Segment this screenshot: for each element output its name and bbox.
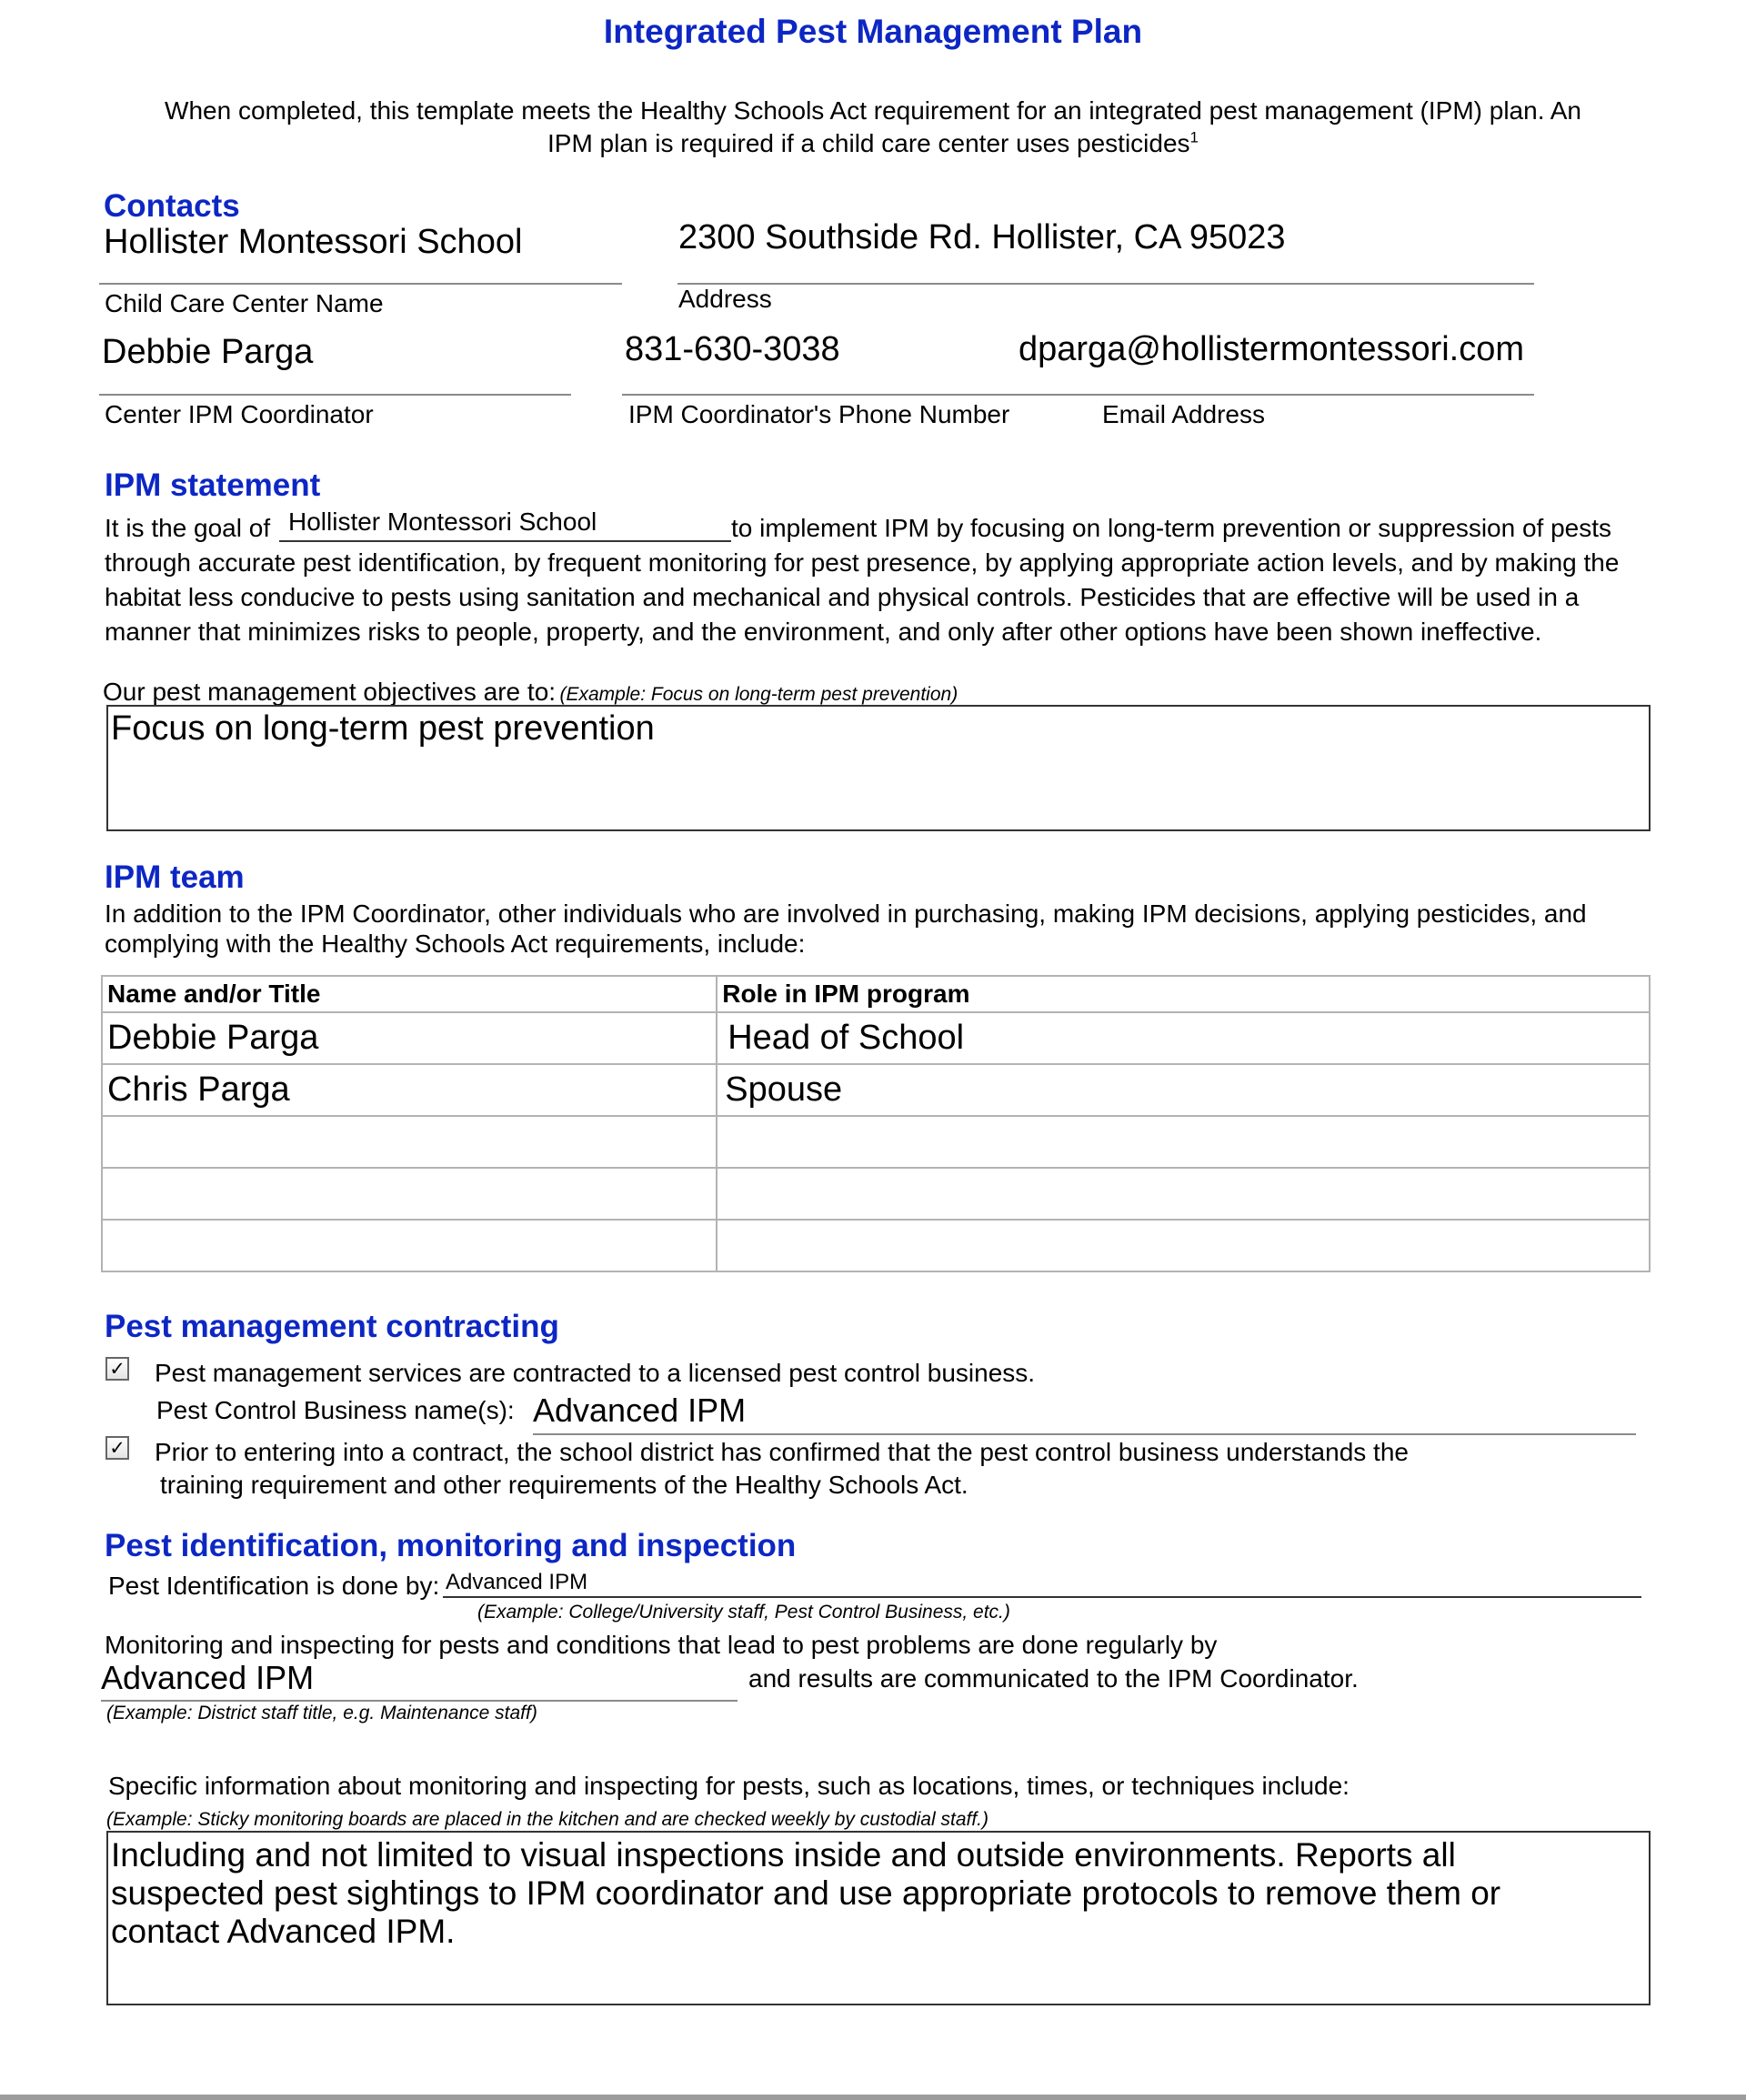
team-role-cell[interactable]: Spouse [717,1064,1650,1116]
intro-text [164,95,1582,160]
team-name-cell[interactable]: Chris Parga [102,1064,717,1116]
intro-body: When completed, this template meets the Healthy Schools Act requirement for an integrated pest management (IPM) plan. An IPM plan is required if a child care center uses pesticides [165,96,1581,157]
team-header-row [102,976,1650,1012]
phone-label: IPM Coordinator's Phone Number [628,400,1010,428]
specific-info-line1: Including and not limited to visual inspections inside and outside environments. Reports all [111,1836,1456,1874]
contacts-heading: Contacts [104,188,240,224]
objectives-box[interactable] [106,705,1651,831]
identification-label: Pest Identification is done by: [108,1572,440,1600]
monitoring-underline [101,1700,738,1702]
phone-email-underline [622,394,1534,396]
team-name-cell[interactable] [102,1220,717,1271]
objectives-label: Our pest management objectives are to: [103,678,557,706]
statement-heading: IPM statement [105,467,321,503]
goal-school-field[interactable]: Hollister Montessori School [288,507,597,536]
team-intro-line2: complying with the Healthy Schools Act requirements, include: [105,929,806,958]
specific-info-value [111,1836,1500,1951]
specific-info-line2: suspected pest sightings to IPM coordinator and use appropriate protocols to remove them or [111,1874,1501,1912]
objectives-example: (Example: Focus on long-term pest prevention) [559,684,958,705]
identification-example: (Example: College/University staff, Pest Control Business, etc.) [477,1602,1010,1623]
objectives-value: Focus on long-term pest prevention [111,709,655,748]
coordinator-underline [99,394,571,396]
monitoring-field[interactable]: Advanced IPM [101,1659,315,1696]
col-name-header: Name and/or Title [102,976,717,1012]
monitoring-text: Monitoring and inspecting for pests and conditions that lead to pest problems are done regularly by [105,1631,1218,1659]
business-name-field[interactable]: Advanced IPM [533,1392,747,1429]
goal-prefix: It is the goal of [105,514,271,542]
specific-info-line3: contact Advanced IPM. [111,1913,456,1950]
email-field[interactable]: dparga@hollistermontessori.com [1018,330,1525,368]
statement-line4: manner that minimizes risks to people, property, and the environment, and only after other options have been shown ineffective. [105,618,1542,646]
col-role-header: Role in IPM program [717,976,1650,1012]
monitoring-example: (Example: District staff title, e.g. Maintenance staff) [106,1703,537,1723]
table-row [102,1168,1650,1220]
team-name-cell[interactable] [102,1116,717,1168]
objectives-label-row [103,678,958,707]
page-bottom-divider [0,2095,1746,2100]
identification-underline [443,1596,1641,1598]
table-row [102,1116,1650,1168]
confirmed-text-line2: training requirement and other requirements of the Healthy Schools Act. [160,1471,968,1499]
team-role-cell[interactable] [717,1116,1650,1168]
center-name-field[interactable]: Hollister Montessori School [104,223,523,261]
coordinator-label: Center IPM Coordinator [105,400,374,428]
goal-underline [279,540,731,542]
team-role-cell[interactable] [717,1220,1650,1271]
confirmed-checkbox[interactable]: ✓ [105,1436,129,1460]
identification-heading: Pest identification, monitoring and inspection [105,1528,797,1563]
contracting-heading: Pest management contracting [105,1309,559,1344]
phone-field[interactable]: 831-630-3038 [625,330,840,368]
table-row [102,1064,1650,1116]
contracted-text: Pest management services are contracted to a licensed pest control business. [155,1359,1036,1387]
specific-info-box[interactable] [106,1831,1651,2005]
address-underline [677,283,1534,285]
footnote-marker: 1 [1189,128,1199,146]
goal-line1-suffix: to implement IPM by focusing on long-term prevention or suppression of pests [731,514,1612,542]
statement-line2: through accurate pest identification, by frequent monitoring for pest presence, by applying appropriate action levels, and by making the [105,548,1620,577]
team-role-cell[interactable]: Head of School [717,1012,1650,1064]
team-name-cell[interactable]: Debbie Parga [102,1012,717,1064]
address-field[interactable]: 2300 Southside Rd. Hollister, CA 95023 [678,218,1286,256]
contracted-checkbox[interactable]: ✓ [105,1357,129,1381]
monitoring-suffix: and results are communicated to the IPM Coordinator. [748,1664,1359,1693]
table-row [102,1012,1650,1064]
center-name-label: Child Care Center Name [105,289,384,317]
identification-field[interactable]: Advanced IPM [446,1570,588,1594]
center-name-underline [99,283,622,285]
email-label: Email Address [1102,400,1265,428]
confirmed-text-line1: Prior to entering into a contract, the school district has confirmed that the pest control business understands the [155,1438,1409,1466]
specific-example: (Example: Sticky monitoring boards are placed in the kitchen and are checked weekly by custodial staff.) [106,1809,988,1830]
team-name-cell[interactable] [102,1168,717,1220]
address-label: Address [678,285,772,313]
specific-label: Specific information about monitoring and inspecting for pests, such as locations, times, or techniques include: [108,1772,1350,1800]
coordinator-field[interactable]: Debbie Parga [102,333,314,371]
table-row [102,1220,1650,1271]
team-intro [105,899,1587,959]
team-intro-line1: In addition to the IPM Coordinator, other individuals who are involved in purchasing, making IPM decisions, applying pesticides, and [105,899,1587,928]
statement-line3: habitat less conducive to pests using sanitation and mechanical and physical controls. Pesticides that are effective will be used in a [105,583,1580,611]
team-heading: IPM team [105,859,245,895]
team-table [101,975,1651,1272]
team-role-cell[interactable] [717,1168,1650,1220]
business-name-label: Pest Control Business name(s): [156,1396,515,1424]
page-title: Integrated Pest Management Plan [603,13,1143,50]
